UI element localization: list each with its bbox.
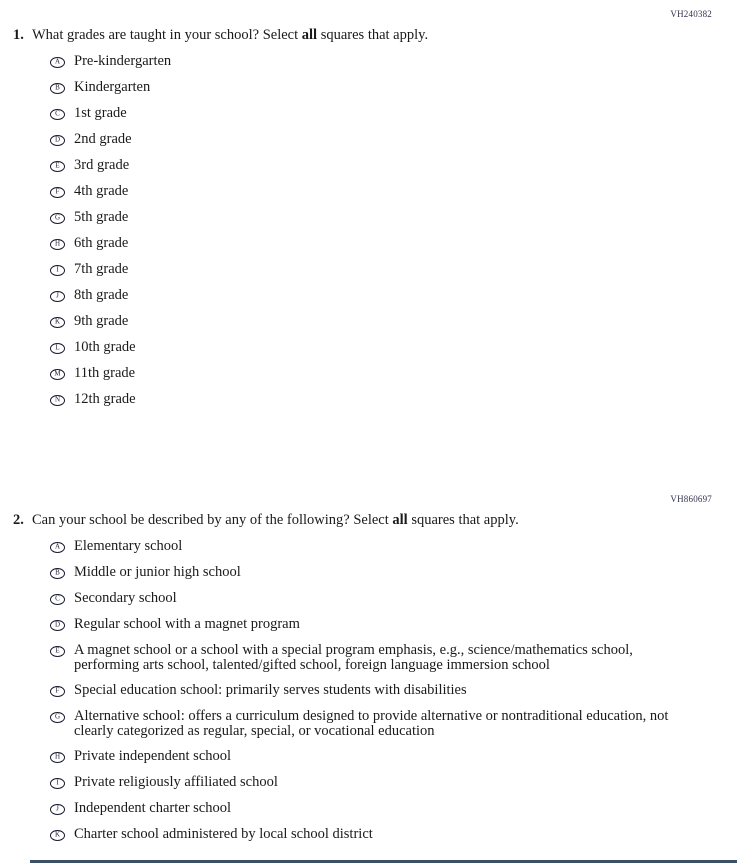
option-label: 4th grade [74, 183, 129, 199]
option-11th-grade[interactable] [50, 366, 737, 381]
question-2-prompt [0, 511, 737, 529]
option-alternative-school[interactable] [50, 709, 737, 738]
item-code-2: VH860697 [670, 494, 712, 504]
bubble-icon[interactable] [50, 395, 65, 406]
bubble-icon[interactable] [50, 646, 65, 657]
option-8th-grade[interactable] [50, 288, 737, 303]
option-elementary-school[interactable] [50, 539, 737, 554]
option-label: 9th grade [74, 313, 129, 329]
bubble-icon[interactable] [50, 83, 65, 94]
bubble-icon[interactable] [50, 135, 65, 146]
option-letter: E [55, 646, 60, 655]
option-pre-kindergarten[interactable] [50, 54, 737, 69]
bubble-icon[interactable] [50, 291, 65, 302]
option-letter: D [54, 620, 61, 629]
bubble-icon[interactable] [50, 594, 65, 605]
option-letter: M [54, 369, 61, 378]
bubble-icon[interactable] [50, 830, 65, 841]
bubble-icon[interactable] [50, 568, 65, 579]
bubble-icon[interactable] [50, 752, 65, 763]
bubble-icon[interactable] [50, 778, 65, 789]
option-label: 8th grade [74, 287, 129, 303]
option-private-religious-school[interactable] [50, 775, 737, 790]
bubble-icon[interactable] [50, 265, 65, 276]
option-label: A magnet school or a school with a special program emphasis, e.g., science/mathematics school, performing arts school, talented/gifted school, foreign language immersion school [74, 642, 633, 673]
bubble-icon[interactable] [50, 187, 65, 198]
option-letter: B [55, 83, 60, 92]
option-magnet-school[interactable] [50, 643, 737, 672]
option-label: Independent charter school [74, 800, 232, 816]
option-letter: G [54, 213, 61, 222]
option-private-independent-school[interactable] [50, 749, 737, 764]
option-12th-grade[interactable] [50, 392, 737, 407]
option-label: Private independent school [74, 748, 232, 764]
option-letter: I [56, 265, 59, 274]
option-label: Charter school administered by local school district [74, 826, 373, 842]
option-1st-grade[interactable] [50, 106, 737, 121]
option-letter: G [54, 712, 61, 721]
option-2nd-grade[interactable] [50, 132, 737, 147]
bubble-icon[interactable] [50, 804, 65, 815]
option-letter: F [55, 686, 60, 695]
bubble-icon[interactable] [50, 686, 65, 697]
question-2-text-end: squares that apply. [407, 512, 519, 528]
option-letter: C [55, 109, 60, 118]
option-letter: B [55, 568, 60, 577]
option-special-education-school[interactable] [50, 683, 737, 698]
option-5th-grade[interactable] [50, 210, 737, 225]
option-6th-grade[interactable] [50, 236, 737, 251]
option-secondary-school[interactable] [50, 591, 737, 606]
option-letter: J [56, 291, 59, 300]
item-code-1: VH240382 [670, 9, 712, 19]
option-regular-magnet-program[interactable] [50, 617, 737, 632]
question-1-options [0, 54, 737, 407]
option-letter: I [56, 778, 59, 787]
option-10th-grade[interactable] [50, 340, 737, 355]
option-label: 7th grade [74, 261, 129, 277]
option-label: Elementary school [74, 538, 183, 554]
option-label: 1st grade [74, 105, 127, 121]
option-label: Alternative school: offers a curriculum designed to provide alternative or nontraditional education, not clearly categorized as regular, special, or vocational education [74, 708, 669, 739]
option-letter: K [54, 830, 61, 839]
option-letter: D [54, 135, 61, 144]
option-letter: K [54, 317, 61, 326]
bubble-icon[interactable] [50, 369, 65, 380]
option-label: 10th grade [74, 339, 136, 355]
bubble-icon[interactable] [50, 620, 65, 631]
bubble-icon[interactable] [50, 542, 65, 553]
option-label: 11th grade [74, 365, 136, 381]
option-letter: N [54, 395, 61, 404]
bubble-icon[interactable] [50, 317, 65, 328]
option-label: Special education school: primarily serves students with disabilities [74, 682, 467, 698]
question-1-number: 1. [13, 27, 24, 43]
option-kindergarten[interactable] [50, 80, 737, 95]
question-2-text [32, 511, 519, 529]
option-label: Regular school with a magnet program [74, 616, 300, 632]
option-3rd-grade[interactable] [50, 158, 737, 173]
option-label: Kindergarten [74, 79, 151, 95]
option-label: 5th grade [74, 209, 129, 225]
option-letter: A [54, 542, 61, 551]
question-1-prompt [0, 26, 737, 44]
option-letter: L [55, 343, 60, 352]
question-2-options [0, 539, 737, 842]
question-1-text [32, 26, 428, 44]
option-label: 6th grade [74, 235, 129, 251]
option-letter: C [55, 594, 60, 603]
option-letter: H [54, 752, 61, 761]
bubble-icon[interactable] [50, 57, 65, 68]
question-1-text-end: squares that apply. [317, 27, 429, 43]
option-letter: J [56, 804, 59, 813]
option-letter: H [54, 239, 61, 248]
question-2-text-start: Can your school be described by any of the following? Select [32, 512, 393, 528]
question-2-text-bold: all [392, 512, 408, 528]
option-district-charter-school[interactable] [50, 827, 737, 842]
option-9th-grade[interactable] [50, 314, 737, 329]
option-label: Middle or junior high school [74, 564, 241, 580]
option-4th-grade[interactable] [50, 184, 737, 199]
option-middle-junior-high[interactable] [50, 565, 737, 580]
option-letter: E [55, 161, 60, 170]
option-label: 12th grade [74, 391, 136, 407]
option-7th-grade[interactable] [50, 262, 737, 277]
option-independent-charter-school[interactable] [50, 801, 737, 816]
bubble-icon[interactable] [50, 239, 65, 250]
bubble-icon[interactable] [50, 109, 65, 120]
bubble-icon[interactable] [50, 213, 65, 224]
option-label: Pre-kindergarten [74, 53, 172, 69]
option-label: 2nd grade [74, 131, 132, 147]
option-label: Secondary school [74, 590, 177, 606]
option-label: 3rd grade [74, 157, 130, 173]
question-1-text-bold: all [301, 27, 318, 43]
question-1-text-start: What grades are taught in your school? Select [32, 27, 302, 43]
option-label: Private religiously affiliated school [74, 774, 278, 790]
option-letter: A [54, 57, 61, 66]
bubble-icon[interactable] [50, 712, 65, 723]
bubble-icon[interactable] [50, 343, 65, 354]
bubble-icon[interactable] [50, 161, 65, 172]
option-letter: F [55, 187, 60, 196]
question-2-number: 2. [13, 512, 24, 528]
